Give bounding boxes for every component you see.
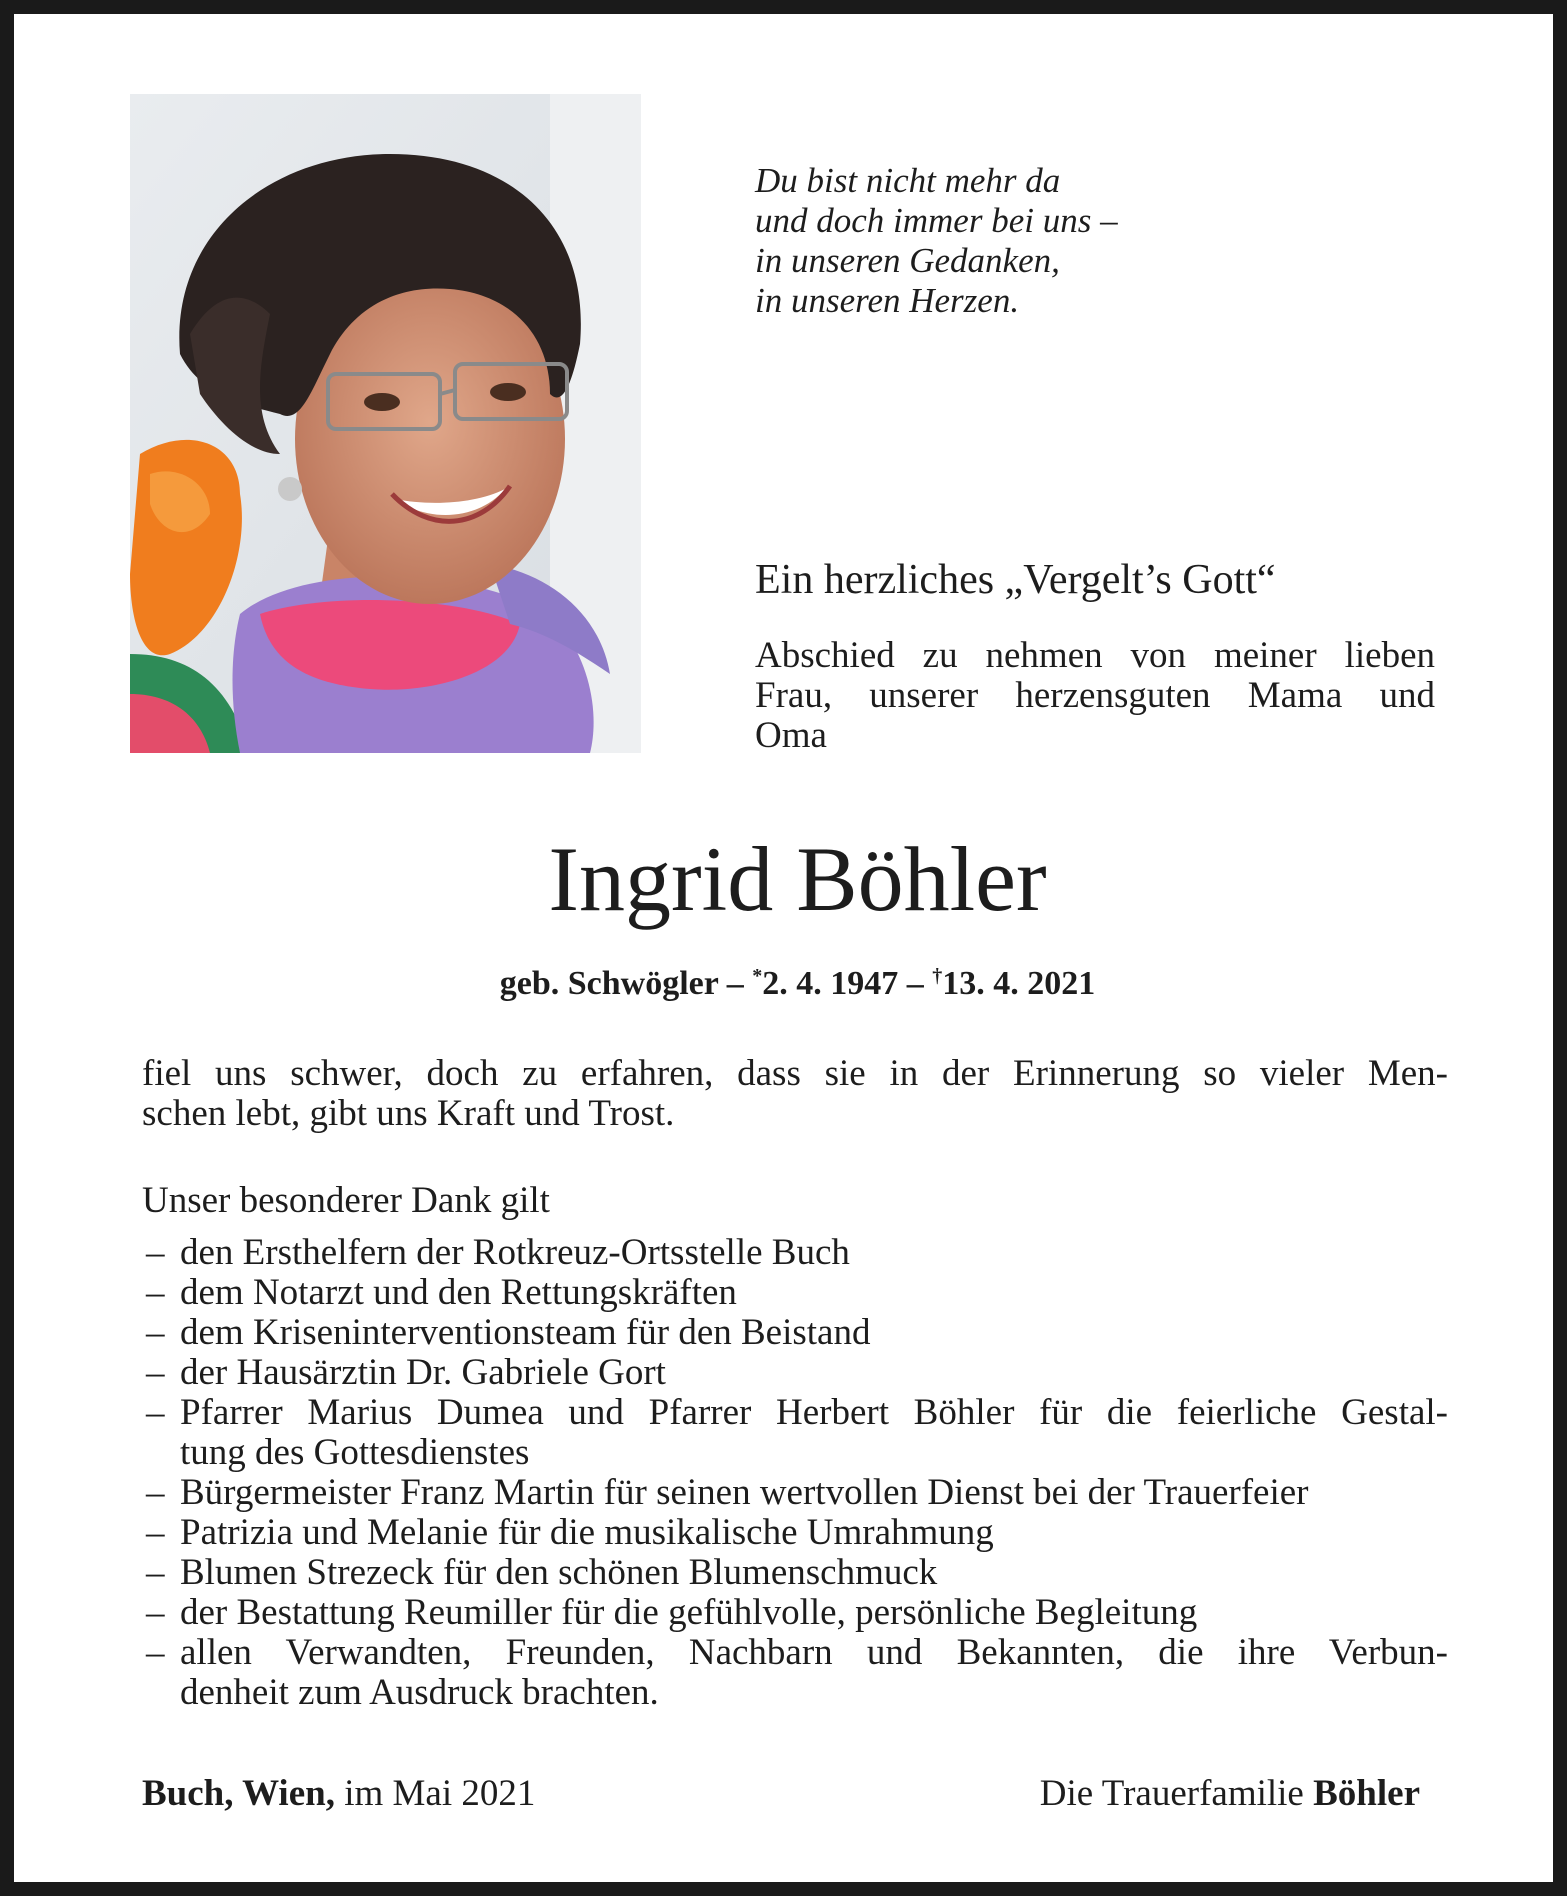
gratitude-item-line: – allen Verwandten, Freunden, Nachbarn und Bekannten, die ihre Verbun- — [180, 1632, 1448, 1673]
farewell-line: Frau, unserer herzensguten Mama und — [755, 675, 1435, 716]
separator: – — [718, 965, 753, 1002]
gratitude-item-line: tung des Gottesdienstes — [180, 1432, 530, 1473]
memorial-poem — [755, 161, 1435, 321]
gratitude-item-line: – Patrizia und Melanie für die musikalische Umrahmung — [180, 1512, 994, 1553]
date: im Mai 2021 — [334, 1773, 536, 1814]
gratitude-item — [142, 1273, 1448, 1313]
farewell-text — [755, 636, 1435, 756]
thanks-heading: Ein herzliches „Vergelt’s Gott“ — [755, 557, 1276, 603]
maiden-name: geb. Schwögler — [499, 965, 719, 1002]
gratitude-item-line: – der Bestattung Reumiller für die gefühlvolle, persönliche Begleitung — [180, 1592, 1198, 1633]
gratitude-item-line: – Blumen Strezeck für den schönen Blumenschmuck — [180, 1552, 938, 1593]
birth-symbol: * — [752, 965, 763, 987]
death-date: 13. 4. 2021 — [942, 965, 1096, 1002]
place-date — [142, 1772, 535, 1816]
gratitude-item-line: – den Ersthelfern der Rotkreuz-Ortsstelle Buch — [180, 1232, 850, 1273]
gratitude-item — [142, 1473, 1448, 1513]
gratitude-item-line: – dem Notarzt und den Rettungskräften — [180, 1272, 737, 1313]
body-line: fiel uns schwer, doch zu erfahren, dass sie in der Erinnerung so vieler Men- — [142, 1053, 1448, 1094]
gratitude-item — [142, 1553, 1448, 1593]
gratitude-item — [142, 1513, 1448, 1553]
gratitude-list — [142, 1233, 1448, 1713]
gratitude-intro: Unser besonderer Dank gilt — [142, 1180, 550, 1221]
family-signature — [1040, 1772, 1420, 1816]
poem-line: in unseren Herzen. — [755, 281, 1020, 320]
family-prefix: Die Trauerfamilie — [1039, 1773, 1314, 1814]
place: Buch, Wien, — [142, 1773, 335, 1814]
gratitude-item-line: – Bürgermeister Franz Martin für seinen wertvollen Dienst bei der Trauerfeier — [180, 1472, 1309, 1513]
gratitude-item — [142, 1353, 1448, 1393]
gratitude-item — [142, 1233, 1448, 1273]
gratitude-item — [142, 1393, 1448, 1473]
gratitude-item-line: denheit zum Ausdruck brachten. — [180, 1672, 659, 1713]
gratitude-item-line: – Pfarrer Marius Dumea und Pfarrer Herbert Böhler für die feierliche Gestal- — [180, 1392, 1448, 1433]
body-paragraph — [142, 1054, 1448, 1134]
gratitude-item-line: – der Hausärztin Dr. Gabriele Gort — [180, 1352, 666, 1393]
gratitude-item — [142, 1633, 1448, 1713]
portrait-photo — [130, 94, 641, 753]
separator: – — [898, 965, 933, 1002]
death-symbol: † — [932, 965, 943, 987]
poem-line: in unseren Gedanken, — [755, 241, 1060, 280]
gratitude-item — [142, 1593, 1448, 1633]
family-name: Böhler — [1313, 1773, 1420, 1814]
body-line: schen lebt, gibt uns Kraft und Trost. — [142, 1093, 675, 1134]
gratitude-item-line: – dem Kriseninterventionsteam für den Beistand — [180, 1312, 871, 1353]
portrait-image — [130, 94, 641, 753]
birth-death-line — [14, 954, 1567, 1006]
poem-line: Du bist nicht mehr da — [755, 161, 1061, 200]
poem-line: und doch immer bei uns – — [755, 201, 1118, 240]
farewell-line: Abschied zu nehmen von meiner lieben — [755, 635, 1435, 676]
gratitude-item — [142, 1313, 1448, 1353]
birth-date: 2. 4. 1947 — [762, 965, 899, 1002]
farewell-line: Oma — [755, 715, 827, 756]
deceased-name: Ingrid Böhler — [548, 828, 1047, 930]
